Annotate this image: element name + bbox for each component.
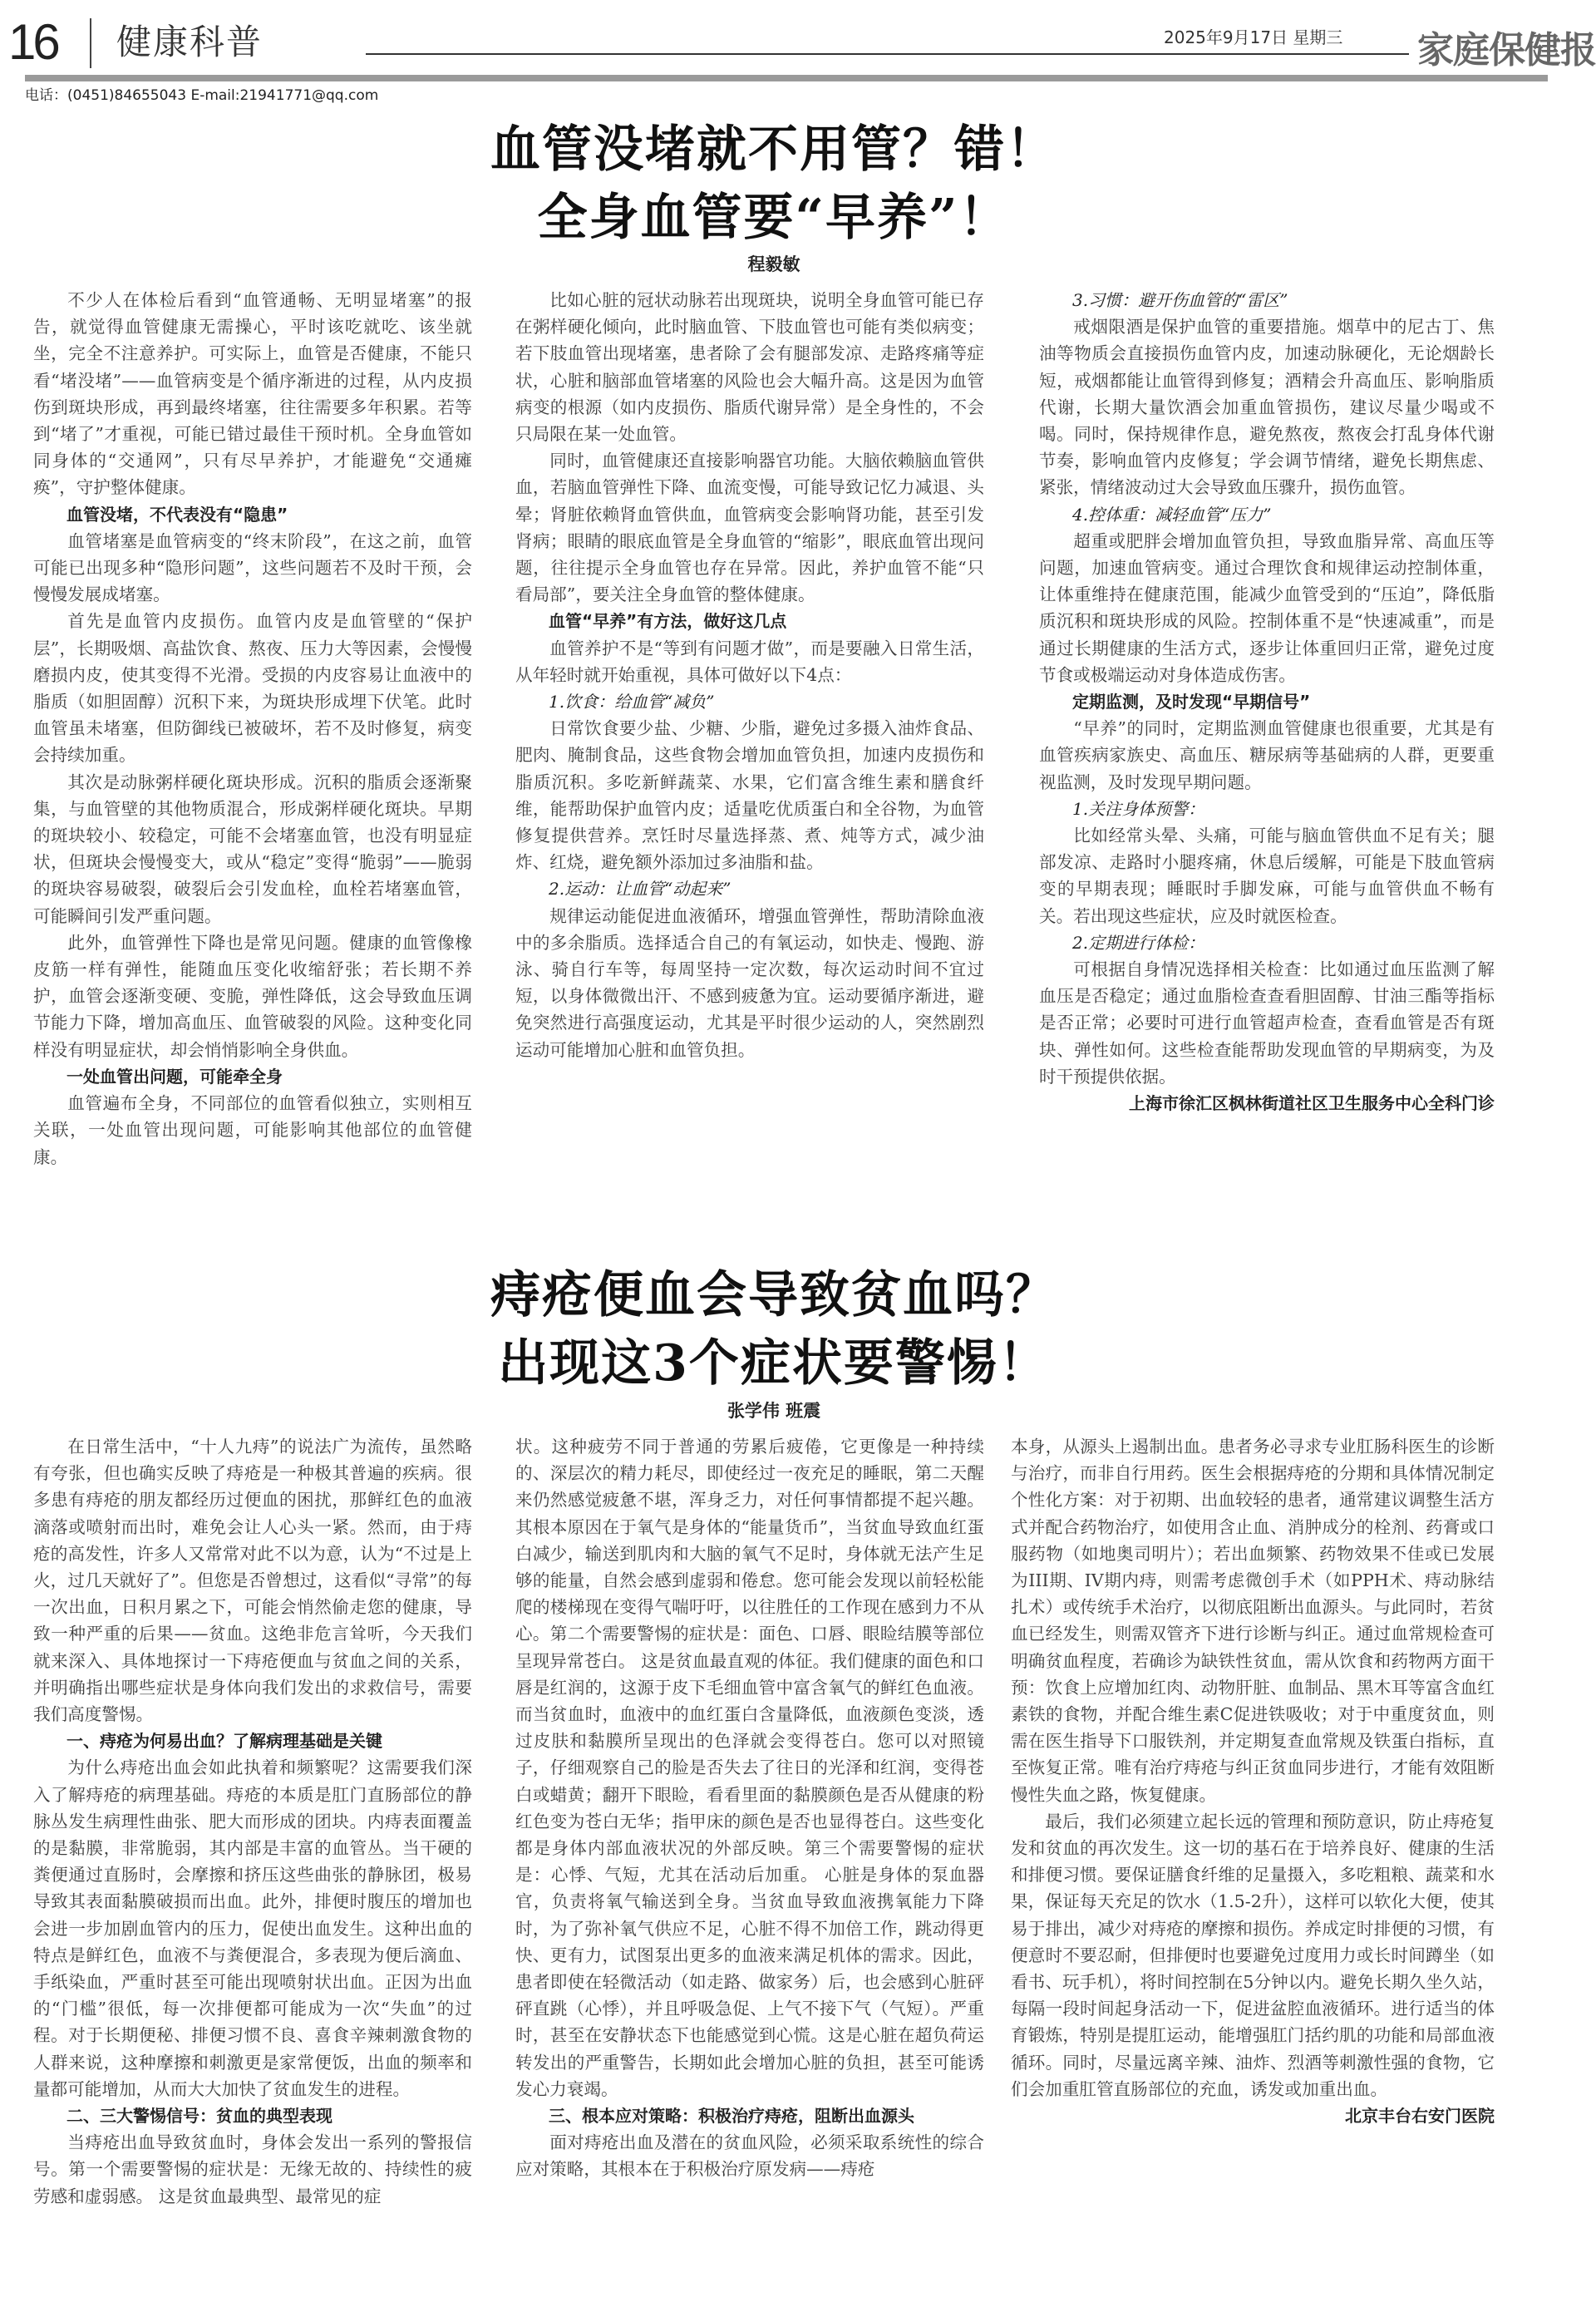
page-number: 16 xyxy=(8,14,57,70)
paragraph: 血管养护不是“等到有问题才做”，而是要融入日常生活，从年轻时就开始重视，具体可做好以下4点： xyxy=(515,638,984,685)
paragraph: 比如心脏的冠状动脉若出现斑块，说明全身血管可能已存在粥样硬化倾向，此时脑血管、下肢血管也可能有类似病变；若下肢血管出现堵塞，患者除了会有腿部发凉、走路疼痛等症状，心脏和脑部血管堵塞的风险也会大幅升高。这是因为血管病变的根源（如内皮损伤、脂质代谢异常）是全身性的，不会只局限在某一处血管。 xyxy=(515,290,984,445)
newspaper-logo: 家庭保健报 xyxy=(1417,29,1596,71)
article2-author: 张学伟 班震 xyxy=(727,1401,821,1421)
subheading: 一处血管出问题，可能牵全身 xyxy=(66,1066,283,1087)
source-signature: 北京丰台右安门医院 xyxy=(1345,2106,1495,2127)
article2-title-line2: 出现这3个症状要警惕！ xyxy=(498,1334,1050,1393)
numbered-subheading: 3.习惯：避开伤血管的“雷区” xyxy=(1072,290,1288,310)
paragraph: 血管堵塞是血管病变的“终末阶段”，在这之前，血管可能已出现多种“隐形问题”，这些问题若不及时干预，会慢慢发展成堵塞。 xyxy=(33,530,472,605)
subheading: 一、痔疮为何易出血？了解病理基础是关键 xyxy=(66,1731,382,1752)
paragraph: 状。这种疲劳不同于普通的劳累后疲倦，它更像是一种持续的、深层次的精力耗尽，即使经过一夜充足的睡眠，第二天醒来仍然感觉疲惫不堪，浑身乏力，对任何事情都提不起兴趣。其根本原因在于氧气是身体的“能量货币”，当贫血导致血红蛋白减少，输送到肌肉和大脑的氧气不足时，身体就无法产生足够的能量，自然会感到虚弱和倦怠。您可能会发现以前轻松能爬的楼梯现在变得气喘吁吁，以往胜任的工作现在感到力不从心。第二个需要警惕的症状是：面色、口唇、眼睑结膜等部位呈现异常苍白。 这是贫血最直观的体征。我们健康的面色和口唇是红润的，这源于皮下毛细血管中富含氧气的鲜红色血液。而当贫血时，血液中的血红蛋白含量降低，血液颜色变淡，透过皮肤和黏膜所呈现出的色泽就会变得苍白。您可以对照镜子，仔细观察自己的脸是否失去了往日的光泽和红润，变得苍白或蜡黄；翻开下眼睑，看看里面的黏膜颜色是否从健康的粉红色变为苍白无华；指甲床的颜色是否也显得苍白。这些变化都是身体内部血液状况的外部反映。第三个需要警惕的症状是：心悸、气短，尤其在活动后加重。 心脏是身体的泵血器官，负责将氧气输送到全身。当贫血导致血液携氧能力下降时，为了弥补氧气供应不足，心脏不得不加倍工作，跳动得更快、更有力，试图泵出更多的血液来满足机体的需求。因此，患者即使在轻微活动（如走路、做家务）后，也会感到心脏砰砰直跳（心悸），并且呼吸急促、上气不接下气（气短）。严重时，甚至在安静状态下也能感觉到心慌。这是心脏在超负荷运转发出的严重警告，长期如此会增加心脏的负担，甚至可能诱发心力衰竭。 xyxy=(515,1437,984,2099)
article1-title-line2: 全身血管要“早养”！ xyxy=(537,189,1011,247)
paragraph: 此外，血管弹性下降也是常见问题。健康的血管像橡皮筋一样有弹性，能随血压变化收缩舒张；若长期不养护，血管会逐渐变硬、变脆，弹性降低，这会导致血压调节能力下降，增加高血压、血管破裂的风险。这种变化同样没有明显症状，却会悄悄影响全身供血。 xyxy=(33,932,472,1060)
paragraph: 最后，我们必须建立起长远的管理和预防意识，防止痔疮复发和贫血的再次发生。这一切的基石在于培养良好、健康的生活和排便习惯。要保证膳食纤维的足量摄入，多吃粗粮、蔬菜和水果，保证每天充足的饮水（1.5-2升），这样可以软化大便，使其易于排出，减少对痔疮的摩擦和损伤。养成定时排便的习惯，有便意时不要忍耐，但排便时也要避免过度用力或长时间蹲坐（如看书、玩手机），将时间控制在5分钟以内。避免长期久坐久站，每隔一段时间起身活动一下，促进盆腔血液循环。进行适当的体育锻炼，特别是提肛运动，能增强肛门括约肌的功能和局部血液循环。同时，尽量远离辛辣、油炸、烈酒等刺激性强的食物，它们会加重肛管直肠部位的充血，诱发或加重出血。 xyxy=(1011,1811,1495,2099)
article1-author: 程毅敏 xyxy=(747,254,800,274)
paragraph: 面对痔疮出血及潜在的贫血风险，必须采取系统性的综合应对策略，其根本在于积极治疗原发病——痔疮 xyxy=(515,2132,984,2180)
paragraph: 规律运动能促进血液循环，增强血管弹性，帮助清除血液中的多余脂质。选择适合自己的有氧运动，如快走、慢跑、游泳、骑自行车等，每周坚持一定次数，每次运动时间不宜过短，以身体微微出汗、不感到疲惫为宜。运动要循序渐进，避免突然进行高强度运动，尤其是平时很少运动的人，突然剧烈运动可能增加心脏和血管负担。 xyxy=(515,905,984,1060)
contact-info: 电话：(0451)84655043 E-mail:21941771@qq.com xyxy=(25,87,379,104)
paragraph: 其次是动脉粥样硬化斑块形成。沉积的脂质会逐渐聚集，与血管壁的其他物质混合，形成粥样硬化斑块。早期的斑块较小、较稳定，可能不会堵塞血管，也没有明显症状，但斑块会慢慢变大，或从“稳定”变得“脆弱”——脆弱的斑块容易破裂，破裂后会引发血栓，血栓若堵塞血管，可能瞬间引发严重问题。 xyxy=(33,771,472,926)
numbered-subheading: 2.定期进行体检： xyxy=(1072,932,1205,953)
section-title: 健康科普 xyxy=(116,22,264,62)
article2-column-1 xyxy=(33,1433,472,2210)
subheading: 二、三大警惕信号：贫血的典型表现 xyxy=(66,2106,332,2127)
article2-title-line1: 痔疮便血会导致贫血吗？ xyxy=(490,1266,1057,1324)
header-divider xyxy=(90,18,91,68)
header-bar xyxy=(25,75,1548,81)
paragraph: 在日常生活中，“十人九痔”的说法广为流传，虽然略有夸张，但也确实反映了痔疮是一种极其普遍的疾病。很多患有痔疮的朋友都经历过便血的困扰，那鲜红色的血液滴落或喷射而出时，难免会让人心头一紧。然而，由于痔疮的高发性，许多人又常常对此不以为意，认为“不过是上火，过几天就好了”。但您是否曾想过，这看似“寻常”的每一次出血，日积月累之下，可能会悄然偷走您的健康，导致一种严重的后果——贫血。这绝非危言耸听，今天我们就来深入、具体地探讨一下痔疮便血与贫血之间的关系，并明确指出哪些症状是身体向我们发出的求救信号，需要我们高度警惕。 xyxy=(33,1437,472,1725)
paragraph: 可根据自身情况选择相关检查：比如通过血压监测了解血压是否稳定；通过血脂检查查看胆固醇、甘油三酯等指标是否正常；必要时可进行血管超声检查，查看血管是否有斑块、弹性如何。这些检查能帮助发现血管的早期病变，为及时干预提供依据。 xyxy=(1039,959,1495,1087)
numbered-subheading: 4.控体重：减轻血管“压力” xyxy=(1072,504,1272,525)
header-rule xyxy=(366,53,1409,55)
subheading: 三、根本应对策略：积极治疗痔疮，阻断出血源头 xyxy=(549,2106,914,2127)
paragraph: 血管遍布全身，不同部位的血管看似独立，实则相互关联，一处血管出现问题，可能影响其他部位的血管健康。 xyxy=(33,1093,472,1167)
article1-column-3 xyxy=(1039,287,1495,1117)
paragraph: 不少人在体检后看到“血管通畅、无明显堵塞”的报告，就觉得血管健康无需操心，平时该吃就吃、该坐就坐，完全不注意养护。可实际上，血管是否健康，不能只看“堵没堵”——血管病变是个循序渐进的过程，从内皮损伤到斑块形成，再到最终堵塞，往往需要多年积累。若等到“堵了”才重视，可能已错过最佳干预时机。全身血管如同身体的“交通网”，只有尽早养护，才能避免“交通瘫痪”，守护整体健康。 xyxy=(33,290,472,498)
subheading: 血管“早养”有方法，做好这几点 xyxy=(549,611,787,632)
paragraph: 首先是血管内皮损伤。血管内皮是血管壁的“保护层”，长期吸烟、高盐饮食、熬夜、压力大等因素，会慢慢磨损内皮，使其变得不光滑。受损的内皮容易让血液中的脂质（如胆固醇）沉积下来，为斑块形成埋下伏笔。此时血管虽未堵塞，但防御线已被破坏，若不及时修复，病变会持续加重。 xyxy=(33,611,472,766)
paragraph: 为什么痔疮出血会如此执着和频繁呢？这需要我们深入了解痔疮的病理基础。痔疮的本质是肛门直肠部位的静脉丛发生病理性曲张、肥大而形成的团块。内痔表面覆盖的是黏膜，非常脆弱，其内部是丰富的血管丛。当干硬的粪便通过直肠时，会摩擦和挤压这些曲张的静脉团，极易导致其表面黏膜破损而出血。此外，排便时腹压的增加也会进一步加剧血管内的压力，促使出血发生。这种出血的特点是鲜红色，血液不与粪便混合，多表现为便后滴血、手纸染血，严重时甚至可能出现喷射状出血。正因为出血的“门槛”很低，每一次排便都可能成为一次“失血”的过程。对于长期便秘、排便习惯不良、喜食辛辣刺激食物的人群来说，这种摩擦和刺激更是家常便饭，出血的频率和量都可能增加，从而大大加快了贫血发生的进程。 xyxy=(33,1757,472,2099)
article2-column-3 xyxy=(1011,1433,1495,2129)
paragraph: 比如经常头晕、头痛，可能与脑血管供血不足有关；腿部发凉、走路时小腿疼痛，休息后缓解，可能是下肢血管病变的早期表现；睡眠时手脚发麻，可能与血管供血不畅有关。若出现这些症状，应及时就医检查。 xyxy=(1039,826,1495,926)
paragraph: 戒烟限酒是保护血管的重要措施。烟草中的尼古丁、焦油等物质会直接损伤血管内皮，加速动脉硬化，无论烟龄长短，戒烟都能让血管得到修复；酒精会升高血压、影响脂质代谢，长期大量饮酒会加重血管损伤，建议尽量少喝或不喝。同时，保持规律作息，避免熬夜，熬夜会打乱身体代谢节奏，影响血管内皮修复；学会调节情绪，避免长期焦虑、紧张，情绪波动过大会导致血压骤升，损伤血管。 xyxy=(1039,317,1495,498)
numbered-subheading: 2.运动：让血管“动起来” xyxy=(549,879,732,900)
subheading: 定期监测，及时发现“早期信号” xyxy=(1072,692,1311,712)
numbered-subheading: 1.饮食：给血管“减负” xyxy=(549,692,715,712)
article1-column-1 xyxy=(33,287,472,1171)
paragraph: 超重或肥胖会增加血管负担，导致血脂异常、高血压等问题，加速血管病变。通过合理饮食和规律运动控制体重，让体重维持在健康范围，能减少血管受到的“压迫”，降低脂质沉积和斑块形成的风险。控制体重不是“快速减重”，而是通过长期健康的生活方式，逐步让体重回归正常，避免过度节食或极端运动对身体造成伤害。 xyxy=(1039,530,1495,685)
issue-date: 2025年9月17日 星期三 xyxy=(1164,27,1343,47)
paragraph: “早养”的同时，定期监测血管健康也很重要，尤其是有血管疾病家族史、高血压、糖尿病等基础病的人群，更要重视监测，及时发现早期问题。 xyxy=(1039,718,1495,792)
article1-column-2 xyxy=(515,287,984,1063)
paragraph: 当痔疮出血导致贫血时，身体会发出一系列的警报信号。第一个需要警惕的症状是：无缘无故的、持续性的疲劳感和虚弱感。 这是贫血最典型、最常见的症 xyxy=(33,2132,472,2206)
source-signature: 上海市徐汇区枫林街道社区卫生服务中心全科门诊 xyxy=(1129,1093,1495,1114)
subheading: 血管没堵，不代表没有“隐患” xyxy=(66,504,288,525)
article2-column-2 xyxy=(515,1433,984,2183)
numbered-subheading: 1.关注身体预警： xyxy=(1072,798,1205,819)
paragraph: 日常饮食要少盐、少糖、少脂，避免过多摄入油炸食品、肥肉、腌制食品，这些食物会增加血管负担，加速内皮损伤和脂质沉积。多吃新鲜蔬菜、水果，它们富含维生素和膳食纤维，能帮助保护血管内皮；适量吃优质蛋白和全谷物，为血管修复提供营养。烹饪时尽量选择蒸、煮、炖等方式，减少油炸、红烧，避免额外添加过多油脂和盐。 xyxy=(515,718,984,873)
paragraph: 同时，血管健康还直接影响器官功能。大脑依赖脑血管供血，若脑血管弹性下降、血流变慢，可能导致记忆力减退、头晕；肾脏依赖肾血管供血，血管病变会影响肾功能，甚至引发肾病；眼睛的眼底血管是全身血管的“缩影”，眼底血管出现问题，往往提示全身血管也存在异常。因此，养护血管不能“只看局部”，要关注全身血管的整体健康。 xyxy=(515,451,984,605)
article1-title-line1: 血管没堵就不用管？错！ xyxy=(490,121,1057,179)
paragraph: 本身，从源头上遏制出血。患者务必寻求专业肛肠科医生的诊断与治疗，而非自行用药。医生会根据痔疮的分期和具体情况制定个性化方案：对于初期、出血较轻的患者，通常建议调整生活方式并配合药物治疗，如使用含止血、消肿成分的栓剂、药膏或口服药物（如地奥司明片）；若出血频繁、药物效果不佳或已发展为III期、IV期内痔，则需考虑微创手术（如PPH术、痔动脉结扎术）或传统手术治疗，以彻底阻断出血源头。与此同时，若贫血已经发生，则需双管齐下进行诊断与纠正。通过血常规检查可明确贫血程度，若确诊为缺铁性贫血，需从饮食和药物两方面干预：饮食上应增加红肉、动物肝脏、血制品、黑木耳等富含血红素铁的食物，并配合维生素C促进铁吸收；对于中重度贫血，则需在医生指导下口服铁剂，并定期复查血常规及铁蛋白指标，直至恢复正常。唯有治疗痔疮与纠正贫血同步进行，才能有效阻断慢性失血之路，恢复健康。 xyxy=(1011,1437,1495,1805)
